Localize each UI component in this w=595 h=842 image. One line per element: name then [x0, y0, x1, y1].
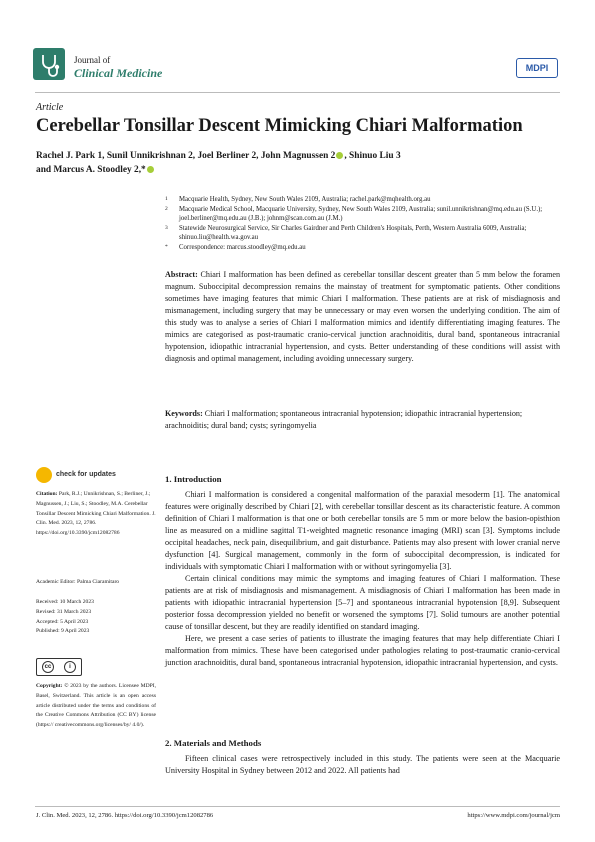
cc-icon: cc: [42, 661, 54, 673]
authors-line2: and Marcus A. Stoodley 2,*: [36, 165, 146, 175]
academic-editor: Academic Editor: Palma Ciaramitaro: [36, 579, 120, 585]
journal-name: Clinical Medicine: [74, 66, 163, 80]
published-date: Published: 9 April 2023: [36, 628, 90, 635]
authors-line1: Rachel J. Park 1, Sunil Unnikrishnan 2, Joel Berliner 2, John Magnussen 2: [36, 151, 336, 161]
introduction-body: [165, 489, 560, 669]
citation-text: Park, R.J.; Unnikrishnan, S.; Berliner, J.; Magnussen, J.; Liu, S.; Stoodley, M.A. Cerebellar Tonsillar Descent Mimicking Chiari Malformation. J. Clin. Med. 2023, 12, 2786. https://doi.org/10.3390/jcm12082786: [36, 491, 156, 537]
footer-divider: [35, 806, 560, 807]
abstract: [165, 269, 560, 365]
publisher-logo[interactable]: MDPI: [516, 58, 558, 78]
paragraph: Certain clinical conditions may mimic the symptoms and imaging features of Chiari I malformation. These patients are at risk of misdiagnosis and mismanagement. A misdiagnosis of Chiari I malformation has been made in patients with idiopathic intracranial hypertension [5–7] and spontaneous intracranial hypotension [8,9]. Subsequent posterior fossa decompression yielded no benefit or worsened the symptoms [7]. Solid tumours are another potential cause of tonsillar descent, but they are readily identified on standard imaging.: [165, 574, 560, 631]
attribution-icon: i: [64, 661, 76, 673]
keywords: [165, 408, 560, 432]
abstract-label: Abstract:: [165, 270, 198, 279]
affiliation-item: 3 Statewide Neurosurgical Service, Sir Charles Gairdner and Perth Children's Hospitals, Perth, Western Australia 6009, Australia; shinuo.liu@health.wa.gov.au: [165, 224, 527, 242]
affiliations: [165, 195, 560, 253]
article-dates: [36, 598, 156, 637]
stethoscope-icon: [33, 48, 65, 80]
keywords-label: Keywords:: [165, 409, 203, 418]
article-title: Cerebellar Tonsillar Descent Mimicking Chiari Malformation: [36, 116, 523, 136]
received-date: Received: 10 March 2023: [36, 599, 94, 605]
paragraph: Fifteen clinical cases were retrospectively included in this study. The patients were seen at the Macquarie University Hospital in Sydney between 2012 and 2022. All patients had: [165, 754, 560, 775]
check-updates-label: check for updates: [56, 471, 116, 478]
authors: [36, 149, 561, 177]
copyright: Copyright: © 2023 by the authors. Licensee MDPI, Basel, Switzerland. This article is an open access article distributed under the terms and conditions of the Creative Commons Attribution (CC BY) license (https:// creativecommons.org/licenses/by/ 4.0/).: [36, 683, 156, 729]
section-heading-methods: 2. Materials and Methods: [165, 738, 262, 748]
orcid-icon[interactable]: [336, 152, 343, 159]
paragraph: Here, we present a case series of patients to illustrate the imaging features that may help differentiate Chiari I malformation from mimics. These have been categorised under pathologies relating to post-traumatic cranio-cervical junction arachnoiditis, dural band, spontaneous intracranial hypotension, idiopathic intracranial hypertension, and cysts.: [165, 634, 560, 667]
keywords-text: Chiari I malformation; spontaneous intracranial hypotension; idiopathic intracranial hypertension; arachnoiditis; dural band; cysts; syringomyelia: [165, 409, 523, 430]
revised-date: Revised: 31 March 2023: [36, 608, 92, 615]
orcid-icon[interactable]: [147, 166, 154, 173]
header-divider: [35, 92, 560, 93]
abstract-text: Chiari I malformation has been defined as cerebellar tonsillar descent greater than 5 mm below the foramen magnum. Suboccipital decompression remains the mainstay of treatment for symptomatic patients. Other conditions sometimes have imaging features that mimic Chiari I malformation. These patients are at risk of misdiagnosis and mismanagement, including surgery that may be unnecessary or may even worsen the underlying condition. The aim of this study was to analyse a series of Chiari I malformation mimics and identify differentiating imaging features. The mimics are categorised as post-traumatic cranio-cervical junction arachnoiditis, dural band, spontaneous intracranial hypotension, idiopathic intracranial hypertension, and cysts. Better understanding of these conditions will assist with diagnosis and optimal management, including avoiding unnecessary surgery.: [165, 270, 561, 363]
check-updates-icon: [36, 467, 52, 483]
accepted-date: Accepted: 5 April 2023: [36, 618, 89, 625]
check-for-updates-badge[interactable]: [36, 467, 116, 483]
journal-prefix: Journal of: [74, 55, 111, 65]
section-heading-introduction: 1. Introduction: [165, 474, 222, 484]
methods-body: [165, 753, 560, 777]
cc-license-badge[interactable]: [36, 658, 82, 676]
article-type: Article: [36, 102, 64, 113]
authors-line1-tail: , Shinuo Liu 3: [344, 151, 401, 161]
affiliation-item: * Correspondence: marcus.stoodley@mq.edu.au: [165, 243, 306, 251]
affiliation-item: 2 Macquarie Medical School, Macquarie University, Sydney, New South Wales 2109, Australia; sunil.unnikrishnan@mq.edu.au (S.U.); joel.berliner@mq.edu.au (J.B.); johnm@scan.com.au (J.M.): [165, 205, 543, 223]
citation: Citation: Park, R.J.; Unnikrishnan, S.; Berliner, J.; Magnussen, J.; Liu, S.; Stoodley, M.A. Cerebellar Tonsillar Descent Mimicking Chiari Malformation. J. Clin. Med. 2023, 12, 2786. https://doi.org/10.3390/jcm12082786: [36, 491, 156, 537]
paragraph: Chiari I malformation is considered a congenital malformation of the paraxial mesoderm [1]. The anatomical features were originally described by Chiari [2], with cerebellar tonsillar descent as its characteristic feature. A common definition of Chiari I malformation is that one or both cerebellar tonsils are 5 mm or more below the basion-opisthion line as measured on a midline sagittal T1-weighted magnetic resonance imaging (MRI) scan [3]. Symptoms include occipital headaches, neck pain, disequilibrium, and gait disturbance. Patients may also present with lower cranial nerve dysfunction [4]. Surgical management, commonly in the form of suboccipital decompression, is indicated for individuals with symptomatic Chiari I malformation with or without syringomyelia [3].: [165, 490, 560, 571]
copyright-text: © 2023 by the authors. Licensee MDPI, Basel, Switzerland. This article is an open access article distributed under the terms and conditions of the Creative Commons Attribution (CC BY) license (https:// creativecommons.org/licenses/by/ 4.0/).: [36, 683, 156, 729]
journal-logo: [33, 48, 65, 80]
footer-journal-link[interactable]: https://www.mdpi.com/journal/jcm: [467, 812, 560, 819]
footer-citation: J. Clin. Med. 2023, 12, 2786. https://doi.org/10.3390/jcm12082786: [36, 812, 214, 819]
affiliation-item: 1 Macquarie Health, Sydney, New South Wales 2109, Australia; rachel.park@mqhealth.org.au: [165, 196, 431, 203]
